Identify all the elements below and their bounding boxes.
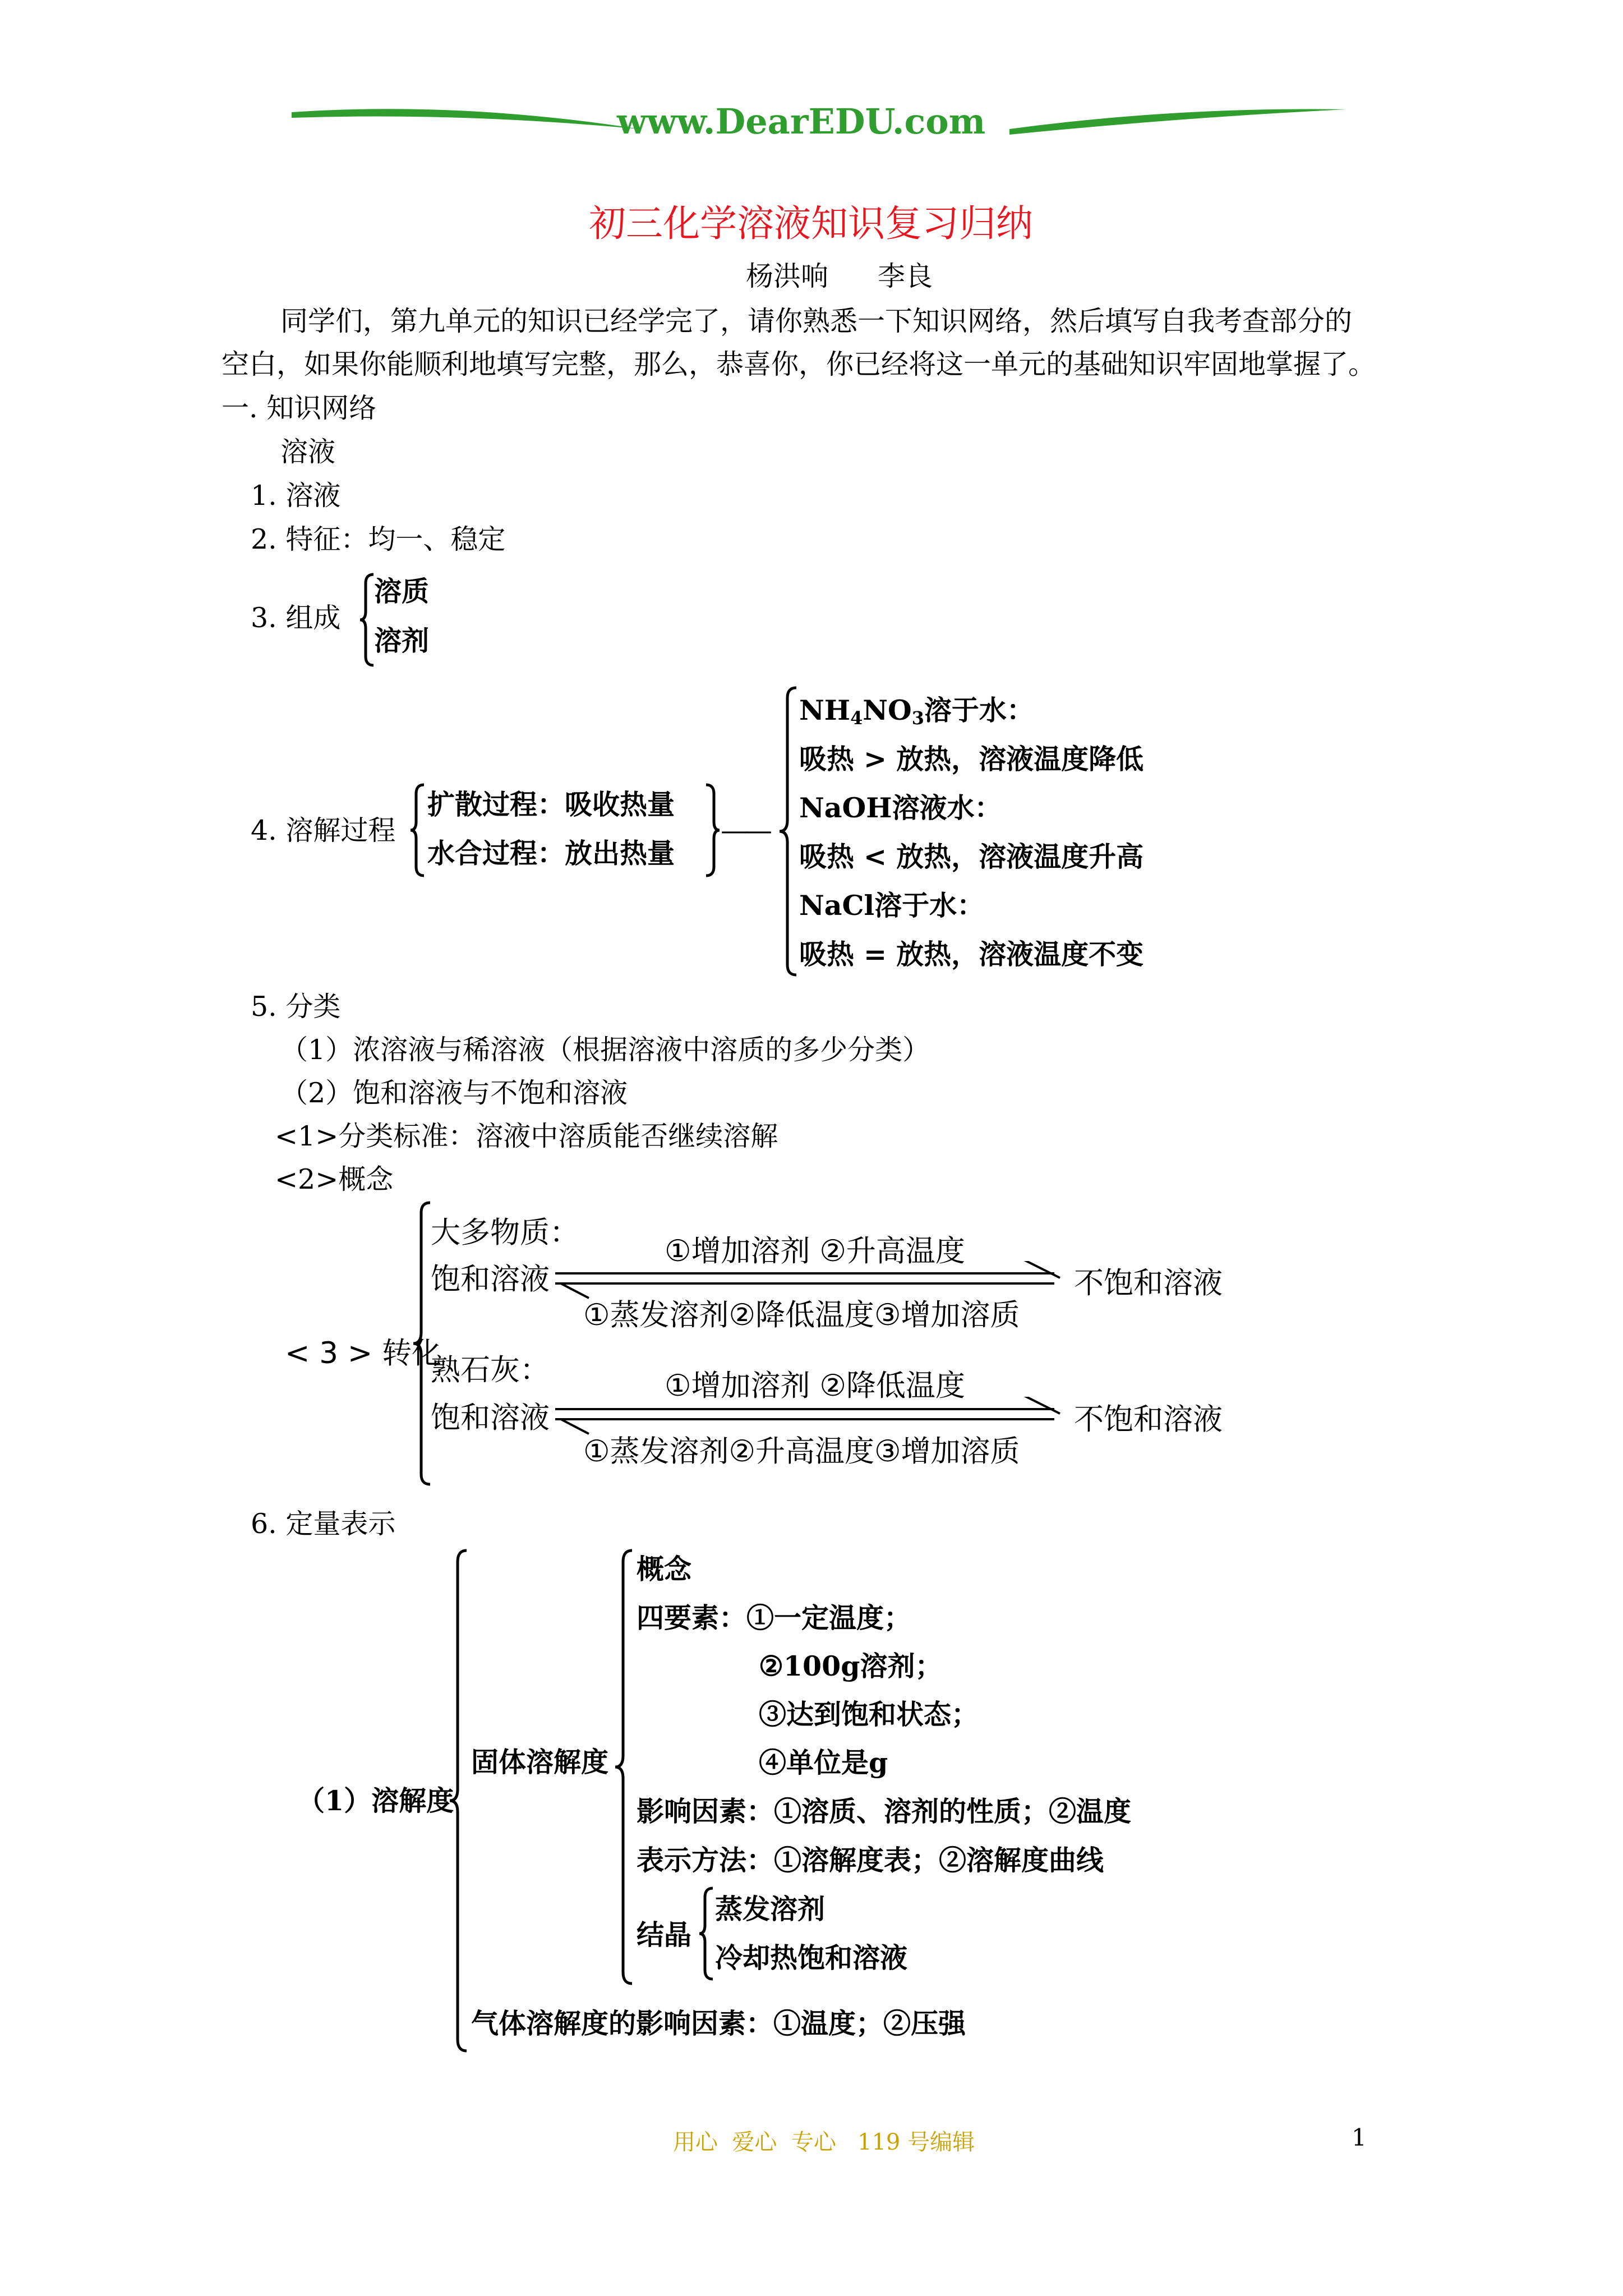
item-5d: <2>概念 <box>275 1163 394 1195</box>
sol-c3: ②100g溶剂； <box>759 1650 943 1682</box>
author-2: 李良 <box>878 260 933 292</box>
item-5a: （1）浓溶液与稀溶液（根据溶液中溶质的多少分类） <box>280 1034 930 1066</box>
heat-r4: 吸热 < 放热，溶液温度升高 <box>799 840 1144 873</box>
sol-cryst: 结晶 <box>637 1918 692 1951</box>
sol-c4: ③达到饱和状态； <box>759 1698 979 1731</box>
item-5c: <1>分类标准：溶液中溶质能否继续溶解 <box>275 1120 778 1152</box>
item-2: 2. 特征：均一、稳定 <box>251 523 506 555</box>
heat-r3: NaOH溶液水： <box>799 792 1002 824</box>
sol-solid: 固体溶解度 <box>471 1746 609 1778</box>
page-title: 初三化学溶液知识复习归纳 <box>589 202 1033 245</box>
sol-c7: 表示方法：①溶解度表；②溶解度曲线 <box>637 1844 1104 1876</box>
brace-composition <box>359 572 376 668</box>
conv-g2-left: 饱和溶液 <box>431 1401 550 1435</box>
item-1: 1. 溶液 <box>251 480 341 512</box>
conv-g1-top: ①增加溶剂 ②升高温度 <box>665 1234 965 1268</box>
author-1: 杨洪响 <box>746 260 829 292</box>
conv-g2-head: 熟石灰： <box>431 1353 550 1387</box>
conv-g1-head: 大多物质： <box>431 1216 579 1250</box>
page-number: 1 <box>1352 2124 1367 2151</box>
item-4: 4. 溶解过程 <box>251 815 396 846</box>
heat-r1: $NH_4NO_3$溶于水： <box>799 694 1034 729</box>
header-swoosh-left <box>292 95 639 140</box>
sol-cr1: 蒸发溶剂 <box>715 1893 826 1925</box>
item-3b: 溶剂 <box>374 624 430 657</box>
item-5: 5. 分类 <box>251 991 341 1023</box>
sol-label: （1）溶解度 <box>297 1784 454 1817</box>
sol-c5: ④单位是g <box>759 1746 888 1779</box>
conv-g1-left: 饱和溶液 <box>431 1262 550 1296</box>
item-4b: 水合过程：放出热量 <box>427 837 675 869</box>
heat-r6: 吸热 = 放热，溶液温度不变 <box>799 938 1144 970</box>
sol-c6: 影响因素：①溶质、溶剂的性质；②温度 <box>637 1795 1132 1828</box>
brace-solid <box>614 1548 634 1986</box>
conv-label: < 3 > 转化 <box>285 1336 442 1370</box>
heat-r5: NaCl溶于水： <box>799 889 985 922</box>
brace-dissolve-right <box>704 783 721 878</box>
section-sub: 溶液 <box>280 436 336 468</box>
item-6: 6. 定量表示 <box>251 1508 396 1540</box>
conv-g2-bottom: ①蒸发溶剂②升高温度③增加溶质 <box>583 1434 1020 1469</box>
sol-c1: 概念 <box>637 1553 692 1585</box>
item-5b: （2）饱和溶液与不饱和溶液 <box>280 1077 628 1109</box>
sol-gas: 气体溶解度的影响因素：①温度；②压强 <box>471 2007 966 2040</box>
intro-line-1: 同学们，第九单元的知识已经学完了，请你熟悉一下知识网络，然后填写自我考查部分的 <box>280 305 1353 337</box>
brace-cryst <box>698 1886 715 1981</box>
sol-c2: 四要素：①一定温度； <box>637 1602 912 1634</box>
brace-solubility <box>449 1548 469 2053</box>
item-4a: 扩散过程：吸收热量 <box>427 788 675 821</box>
conv-g1-right: 不饱和溶液 <box>1074 1266 1223 1300</box>
conv-g2-top: ①增加溶剂 ②降低温度 <box>665 1369 965 1403</box>
conv-g2-right: 不饱和溶液 <box>1074 1402 1223 1437</box>
intro-line-2: 空白，如果你能顺利地填写完整，那么，恭喜你，你已经将这一单元的基础知识牢固地掌握了。 <box>222 348 1376 380</box>
item-3: 3. 组成 <box>251 602 341 634</box>
brace-dissolve-left <box>409 783 426 878</box>
item-4-dash: —— <box>721 815 769 846</box>
heat-r2: 吸热 > 放热，溶液温度降低 <box>799 743 1144 775</box>
header-site-logo: www.DearEDU.com <box>617 101 986 142</box>
footer-text: 用心 爱心 专心 119 号编辑 <box>673 2129 975 2155</box>
conv-g1-bottom: ①蒸发溶剂②降低温度③增加溶质 <box>583 1298 1020 1332</box>
sol-cr2: 冷却热饱和溶液 <box>715 1941 908 1974</box>
section-heading: 一. 知识网络 <box>222 392 377 424</box>
item-3a: 溶质 <box>374 575 430 608</box>
brace-conversion <box>412 1200 432 1487</box>
brace-heat <box>778 685 799 977</box>
header-swoosh-right <box>1009 95 1346 140</box>
